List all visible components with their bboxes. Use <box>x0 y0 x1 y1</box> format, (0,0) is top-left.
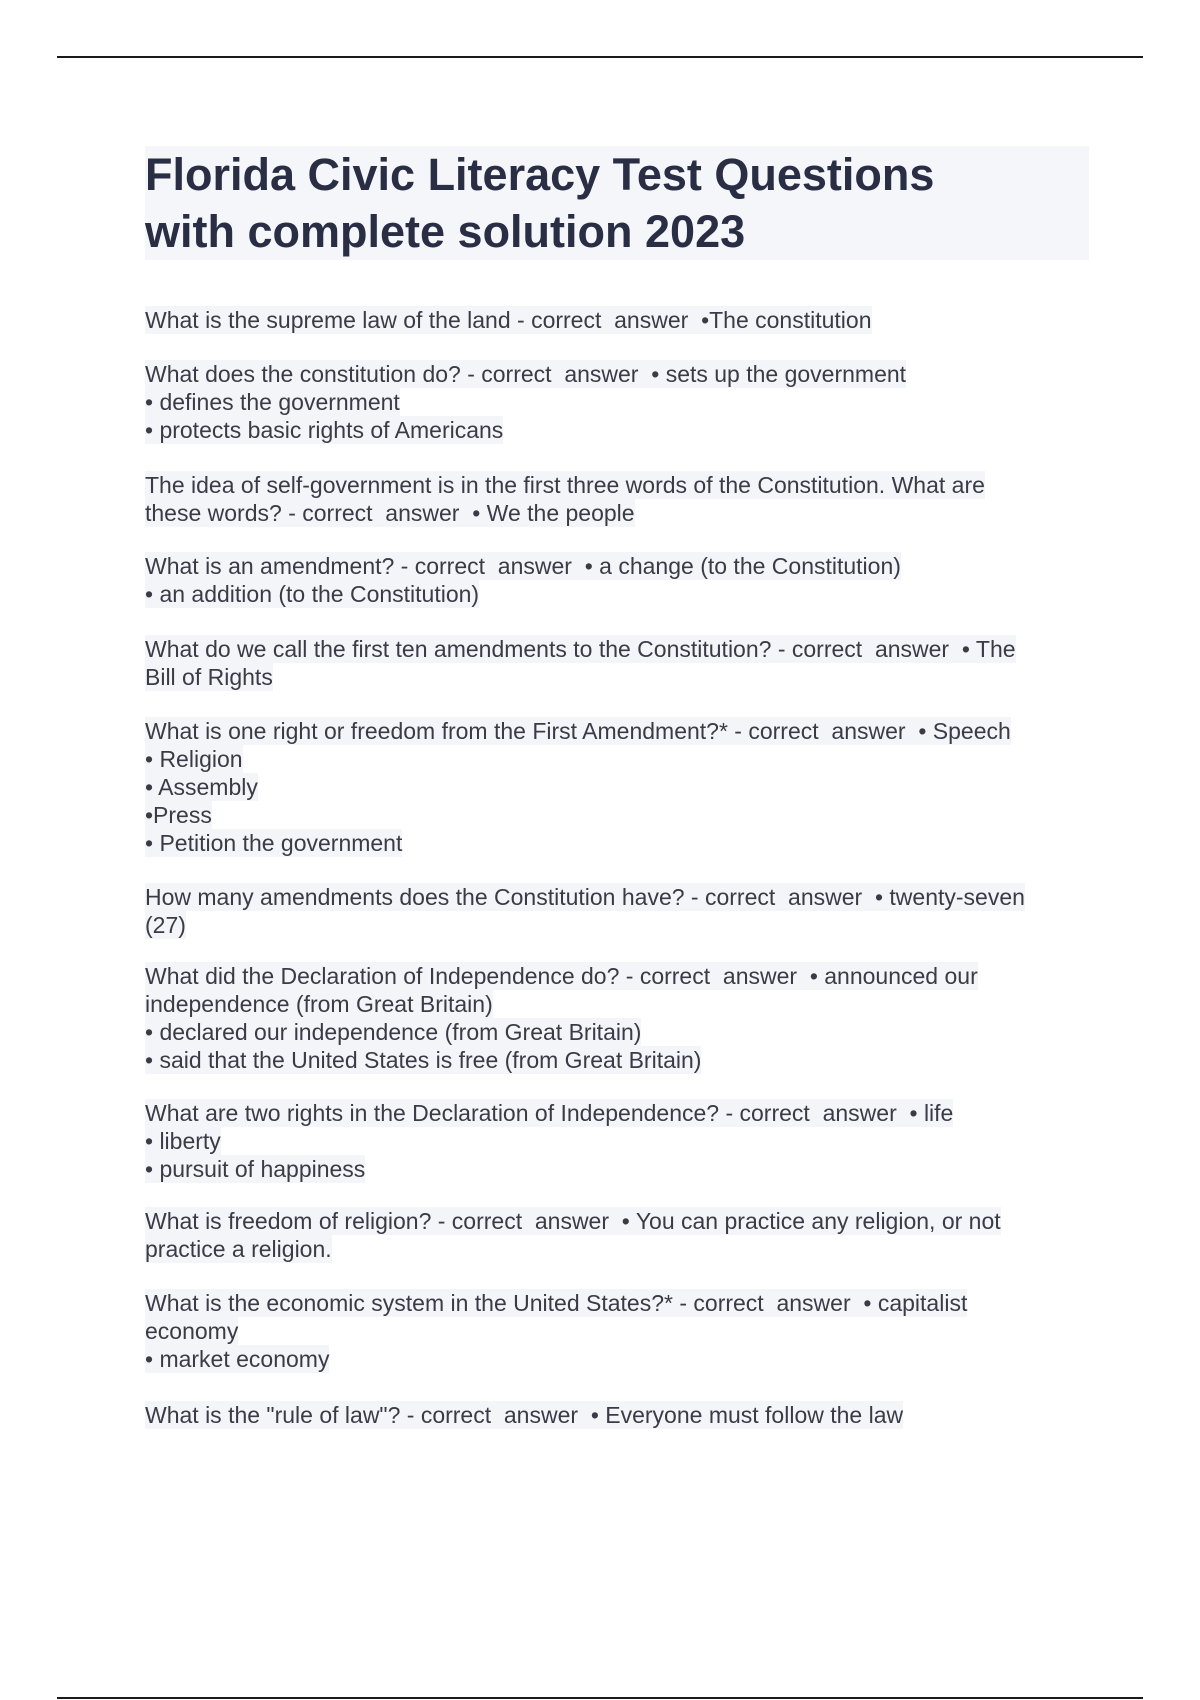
qa-item <box>145 883 1095 939</box>
qa-question-line: What is the supreme law of the land - correct answer •The constitution <box>145 307 872 333</box>
qa-question-line: What is the economic system in the United States?* - correct answer • capitalist <box>145 1290 968 1316</box>
qa-item <box>145 962 1095 1074</box>
qa-answer-line: • pursuit of happiness <box>145 1156 366 1182</box>
qa-answer-line: economy <box>145 1318 239 1344</box>
qa-item <box>145 471 1095 527</box>
top-rule <box>57 56 1143 58</box>
qa-answer-line: (27) <box>145 912 186 938</box>
qa-answer-line: independence (from Great Britain) <box>145 991 493 1017</box>
qa-item <box>145 306 1095 334</box>
title-line-1: Florida Civic Literacy Test Questions <box>145 149 935 200</box>
qa-answer-line: • Assembly <box>145 774 258 800</box>
qa-question-line: What is one right or freedom from the First Amendment?* - correct answer • Speech <box>145 718 1011 744</box>
qa-item <box>145 1289 1095 1373</box>
qa-answer-line: • liberty <box>145 1128 221 1154</box>
qa-answer-line: these words? - correct answer • We the people <box>145 500 635 526</box>
qa-item <box>145 635 1095 691</box>
qa-question-line: What did the Declaration of Independence do? - correct answer • announced our <box>145 963 978 989</box>
document-title <box>145 146 1089 260</box>
qa-answer-line: • defines the government <box>145 389 400 415</box>
qa-answer-line: Bill of Rights <box>145 664 273 690</box>
question-answer-list <box>145 280 1095 1429</box>
qa-item <box>145 1401 1095 1429</box>
qa-question-line: What is the "rule of law"? - correct answer • Everyone must follow the law <box>145 1402 904 1428</box>
title-line-2: with complete solution 2023 <box>145 206 746 257</box>
qa-item <box>145 360 1095 444</box>
qa-item <box>145 1099 1095 1183</box>
qa-item <box>145 552 1095 608</box>
qa-answer-line: •Press <box>145 802 212 828</box>
qa-question-line: How many amendments does the Constitution have? - correct answer • twenty-seven <box>145 884 1025 910</box>
qa-answer-line: • market economy <box>145 1346 330 1372</box>
qa-question-line: What do we call the first ten amendments to the Constitution? - correct answer • The <box>145 636 1016 662</box>
qa-answer-line: practice a religion. <box>145 1236 332 1262</box>
qa-answer-line: • declared our independence (from Great Britain) <box>145 1019 642 1045</box>
qa-item <box>145 717 1095 857</box>
qa-item <box>145 1207 1095 1263</box>
qa-answer-line: • Petition the government <box>145 830 403 856</box>
qa-question-line: What is freedom of religion? - correct answer • You can practice any religion, or not <box>145 1208 1001 1234</box>
qa-answer-line: • Religion <box>145 746 243 772</box>
qa-question-line: What is an amendment? - correct answer • a change (to the Constitution) <box>145 553 901 579</box>
qa-answer-line: • protects basic rights of Americans <box>145 417 504 443</box>
qa-question-line: What are two rights in the Declaration of Independence? - correct answer • life <box>145 1100 954 1126</box>
qa-question-line: The idea of self-government is in the first three words of the Constitution. What are <box>145 472 985 498</box>
bottom-rule <box>57 1697 1143 1699</box>
qa-answer-line: • said that the United States is free (from Great Britain) <box>145 1047 702 1073</box>
title-block <box>145 146 1089 260</box>
qa-question-line: What does the constitution do? - correct answer • sets up the government <box>145 361 907 387</box>
qa-answer-line: • an addition (to the Constitution) <box>145 581 480 607</box>
